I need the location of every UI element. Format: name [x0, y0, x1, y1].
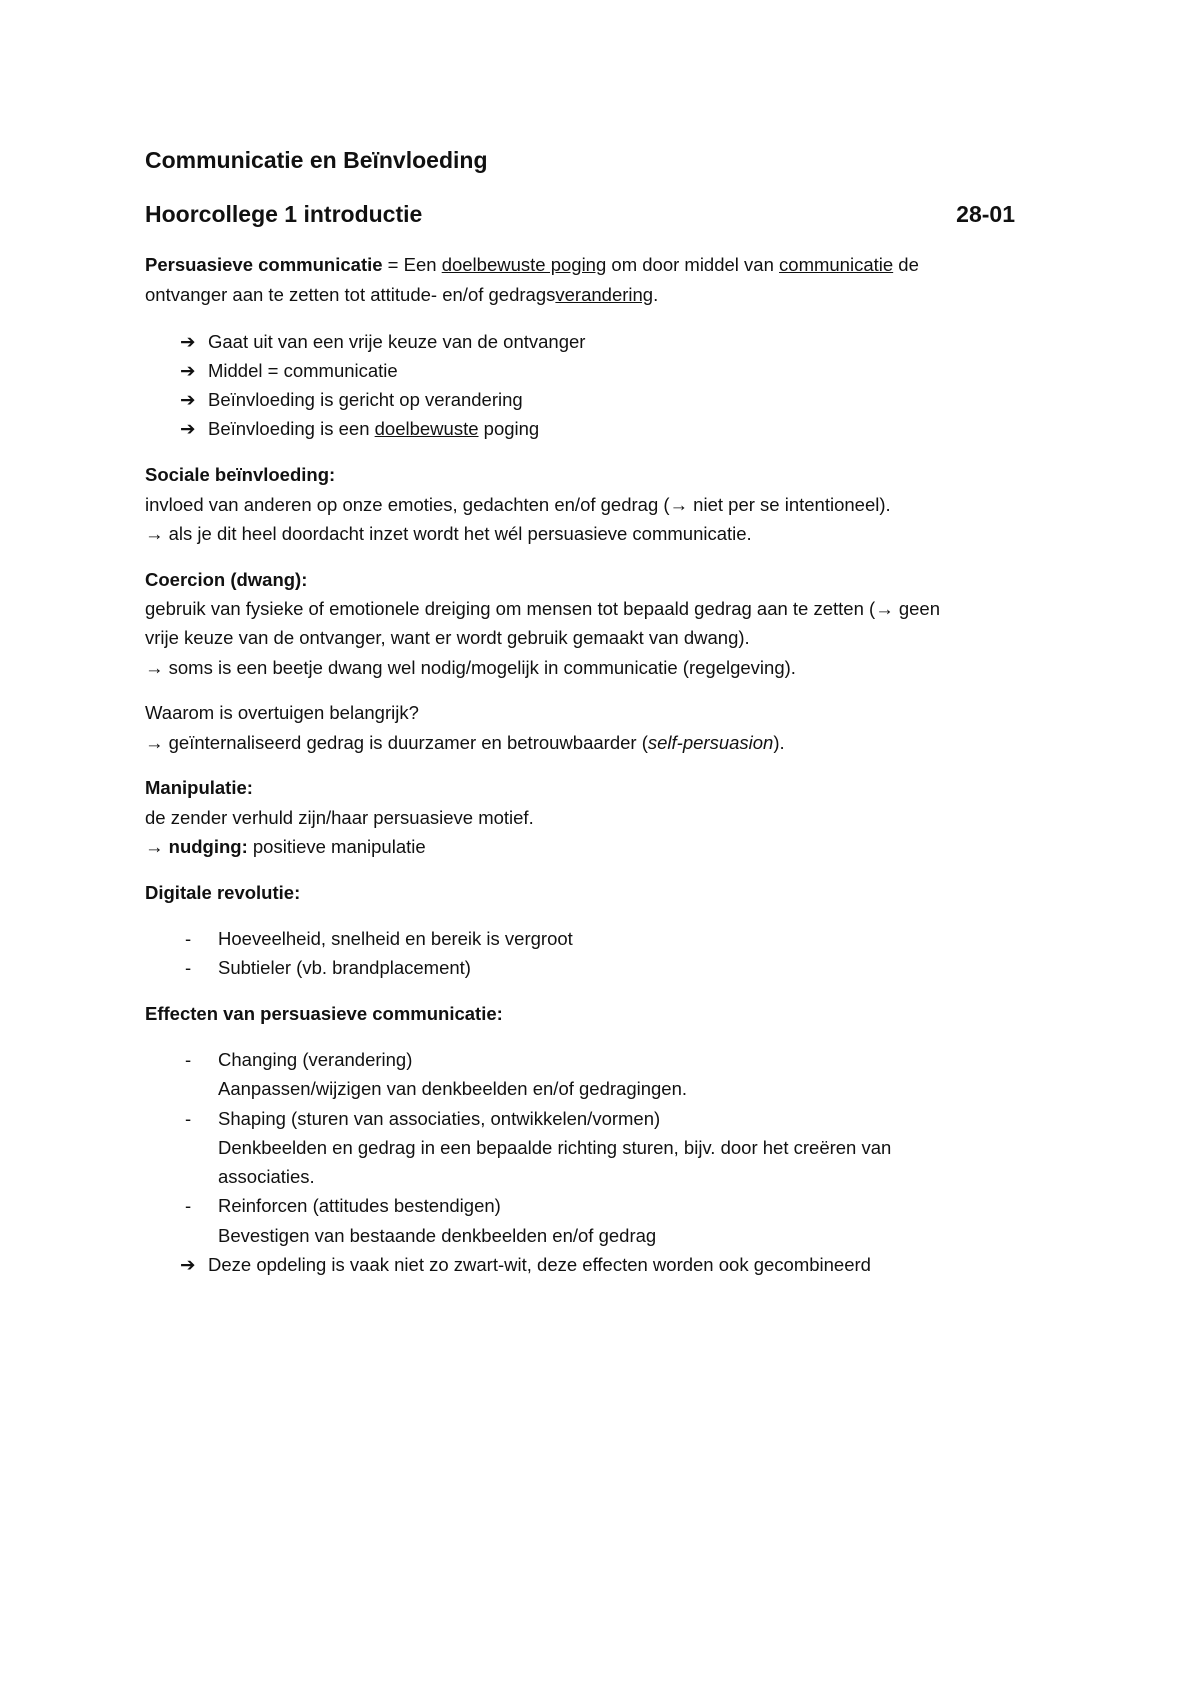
persuasive-underline-1: doelbewuste poging — [441, 254, 607, 275]
persuasive-definition-line1 — [145, 253, 919, 277]
social-line1-post: niet per se intentioneel). — [688, 494, 891, 515]
bullet-text: Gaat uit van een vrije keuze van de ontvanger — [208, 331, 586, 352]
why-question — [145, 701, 419, 725]
why-question-text: Waarom is overtuigen belangrijk? — [145, 702, 419, 723]
why-answer — [145, 731, 785, 755]
arrow-icon: → — [145, 523, 164, 544]
arrow-bullet-item — [180, 388, 523, 412]
arrow-bullet-item — [180, 417, 539, 441]
social-heading-text: Sociale beïnvloeding: — [145, 464, 336, 485]
coercion-heading-text: Coercion (dwang): — [145, 569, 308, 590]
effect-shaping — [218, 1107, 660, 1131]
manipulation-line2 — [145, 835, 426, 859]
persuasive-line2-end: . — [653, 284, 659, 305]
social-line1-pre: invloed van anderen op onze emoties, gedachten en/of gedrag ( — [145, 494, 670, 515]
effects-conclusion — [180, 1253, 871, 1277]
arrow-icon: ➔ — [180, 418, 196, 439]
digital-item — [218, 927, 573, 951]
social-line2 — [145, 522, 752, 546]
effect-shaping-desc-text: associaties. — [218, 1166, 315, 1187]
manipulation-line1 — [145, 806, 534, 830]
dash-marker: - — [185, 1049, 192, 1070]
coercion-line3-text: soms is een beetje dwang wel nodig/mogelijk in communicatie (regelgeving). — [163, 657, 796, 678]
arrow-icon: → — [145, 657, 164, 678]
coercion-heading — [145, 568, 307, 592]
bullet-text-post: poging — [478, 418, 540, 439]
manipulation-line1-text: de zender verhuld zijn/haar persuasieve motief. — [145, 807, 534, 828]
persuasive-underline-2: communicatie — [779, 254, 894, 275]
effect-changing-text: Changing (verandering) — [218, 1049, 413, 1070]
effects-conclusion-text: Deze opdeling is vaak niet zo zwart-wit, deze effecten worden ook gecombineerd — [208, 1254, 871, 1275]
arrow-icon: → — [875, 598, 894, 619]
effect-reinforcing-text: Reinforcen (attitudes bestendigen) — [218, 1195, 501, 1216]
social-line2-text: als je dit heel doordacht inzet wordt het wél persuasieve communicatie. — [163, 523, 752, 544]
coercion-line1-pre: gebruik van fysieke of emotionele dreiging om mensen tot bepaald gedrag aan te zetten ( — [145, 598, 876, 619]
bullet-text: Beïnvloeding is gericht op verandering — [208, 389, 523, 410]
dash-marker: - — [185, 957, 192, 978]
persuasive-line2-underline: verandering — [555, 284, 654, 305]
effect-changing-desc — [218, 1077, 687, 1101]
persuasive-term: Persuasieve communicatie — [145, 254, 383, 275]
dash-marker: - — [185, 1195, 192, 1216]
arrow-icon: ➔ — [180, 360, 196, 381]
lecture-label: Hoorcollege 1 introductie — [145, 201, 423, 227]
digital-heading — [145, 881, 300, 905]
effect-changing — [218, 1048, 412, 1072]
dash-marker: - — [185, 1108, 192, 1129]
arrow-bullet-item — [180, 359, 398, 383]
why-answer-pre: geïnternaliseerd gedrag is duurzamer en betrouwbaarder ( — [163, 732, 648, 753]
persuasive-line2-text: ontvanger aan te zetten tot attitude- en/of gedrags — [145, 284, 556, 305]
coercion-line2-text: vrije keuze van de ontvanger, want er wordt gebruik gemaakt van dwang). — [145, 627, 750, 648]
arrow-icon: → — [145, 836, 164, 857]
effect-reinforcing-desc — [218, 1224, 656, 1248]
lecture-heading — [145, 202, 1015, 226]
arrow-icon: → — [145, 732, 164, 753]
effect-shaping-desc-text: Denkbeelden en gedrag in een bepaalde richting sturen, bijv. door het creëren van — [218, 1137, 892, 1158]
nudging-term: nudging: — [163, 836, 248, 857]
persuasive-definition-line2 — [145, 283, 658, 307]
bullet-text-pre: Beïnvloeding is een — [208, 418, 375, 439]
effects-heading-text: Effecten van persuasieve communicatie: — [145, 1003, 503, 1024]
bullet-text: Middel = communicatie — [208, 360, 398, 381]
effect-reinforcing-desc-text: Bevestigen van bestaande denkbeelden en/of gedrag — [218, 1225, 657, 1246]
persuasive-end: de — [893, 254, 919, 275]
dash-marker: - — [185, 928, 192, 949]
persuasive-eq: = Een — [382, 254, 442, 275]
arrow-icon: ➔ — [180, 331, 196, 352]
lecture-date: 28-01 — [956, 201, 1015, 227]
digital-item-text: Hoeveelheid, snelheid en bereik is vergroot — [218, 928, 573, 949]
social-heading — [145, 463, 335, 487]
arrow-icon: ➔ — [180, 1254, 196, 1275]
digital-item — [218, 956, 471, 980]
effect-shaping-desc — [218, 1136, 891, 1160]
manipulation-heading-text: Manipulatie: — [145, 777, 253, 798]
effect-reinforcing — [218, 1194, 501, 1218]
effect-shaping-text: Shaping (sturen van associaties, ontwikkelen/vormen) — [218, 1108, 661, 1129]
nudging-text: positieve manipulatie — [247, 836, 426, 857]
document-title-text: Communicatie en Beïnvloeding — [145, 147, 488, 173]
effect-shaping-desc-cont — [218, 1165, 315, 1189]
effect-changing-desc-text: Aanpassen/wijzigen van denkbeelden en/of gedragingen. — [218, 1078, 688, 1099]
manipulation-heading — [145, 776, 253, 800]
coercion-line2 — [145, 626, 750, 650]
coercion-line3 — [145, 656, 796, 680]
digital-item-text: Subtieler (vb. brandplacement) — [218, 957, 471, 978]
document-title — [145, 148, 488, 172]
social-line1 — [145, 493, 891, 517]
arrow-icon: ➔ — [180, 389, 196, 410]
persuasive-mid: om door middel van — [606, 254, 780, 275]
coercion-line1-post: geen — [893, 598, 940, 619]
arrow-bullet-item — [180, 330, 585, 354]
coercion-line1 — [145, 597, 940, 621]
effects-heading — [145, 1002, 503, 1026]
digital-heading-text: Digitale revolutie: — [145, 882, 301, 903]
why-answer-post: ). — [773, 732, 785, 753]
bullet-text-underline: doelbewuste — [374, 418, 479, 439]
why-answer-italic: self-persuasion — [647, 732, 774, 753]
arrow-icon: → — [669, 494, 689, 515]
